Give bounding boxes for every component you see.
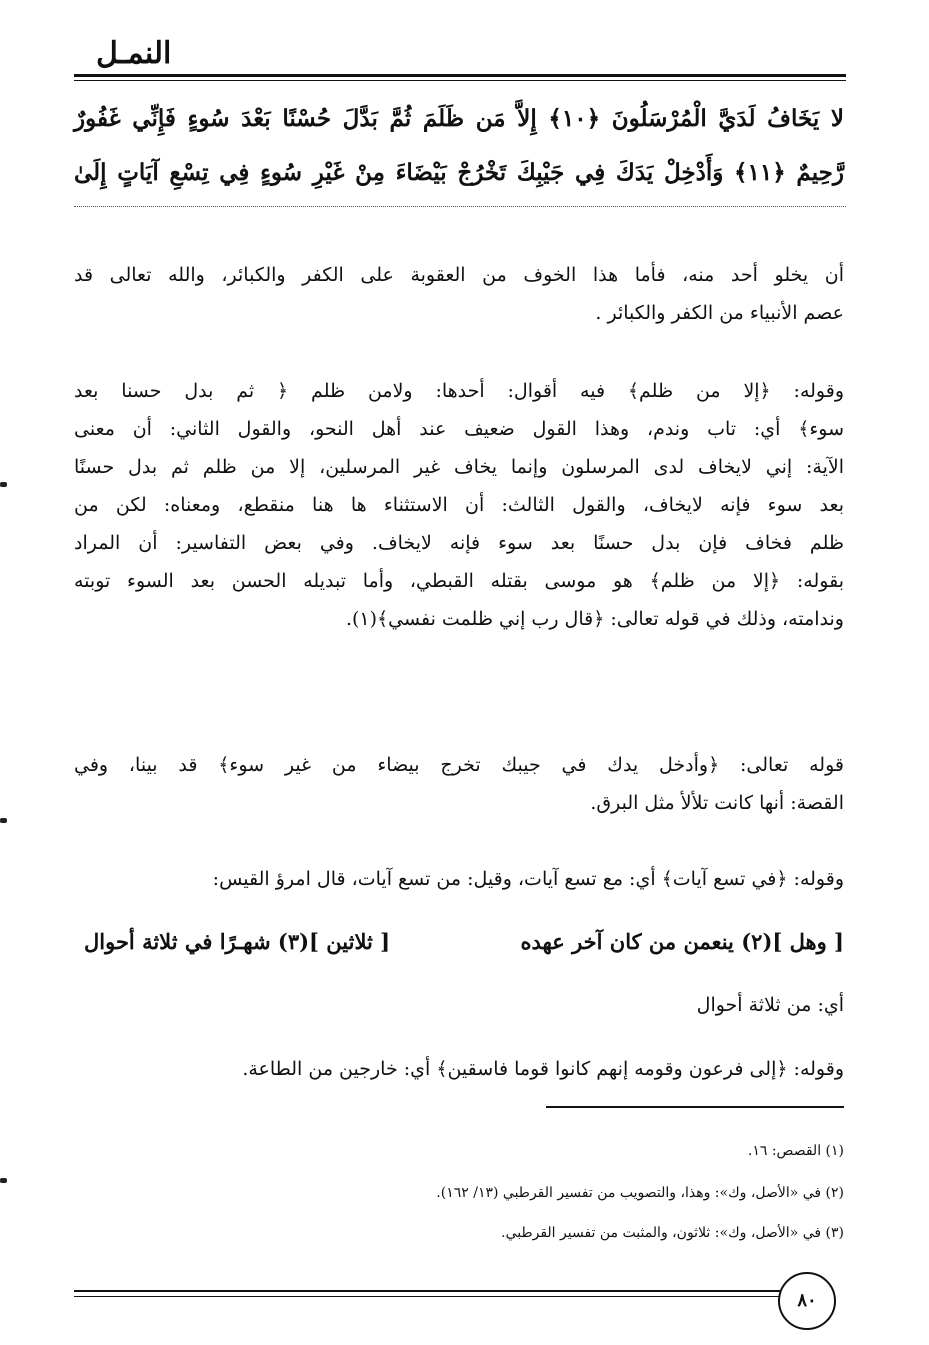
text-line: قوله تعالى: ﴿وأدخل يدك في جيبك تخرج بيضاء من غير سوء﴾ قد بينا، وفي <box>74 754 844 776</box>
text-line: وقوله: ﴿إلا من ظلم﴾ فيه أقوال: أحدها: ولامن ظلم ﴿ ثم بدل حسنا بعد <box>74 380 844 402</box>
poem-verse <box>74 924 844 960</box>
paragraph-4 <box>74 860 844 898</box>
paragraph-2 <box>74 372 844 638</box>
scan-margin-mark <box>0 482 7 487</box>
footnote-rule <box>546 1106 844 1108</box>
scan-margin-mark <box>0 1178 7 1183</box>
header-rule-thin <box>74 80 846 81</box>
text-line: وقوله: ﴿إلى فرعون وقومه إنهم كانوا قوما فاسقين﴾ أي: خارجين من الطاعة. <box>242 1058 844 1080</box>
scan-margin-mark <box>0 818 7 823</box>
verse-separator <box>74 206 846 207</box>
footer-rule-thin <box>74 1296 780 1297</box>
paragraph-6 <box>74 1050 844 1088</box>
surah-header-title: النمـل <box>96 36 172 71</box>
text-line: سوء﴾ أي: تاب وندم، وهذا القول ضعيف عند أهل النحو، والقول الثاني: أن معنى <box>74 418 844 440</box>
footnote-3: (٣) في «الأصل، وك»: ثلاثون، والمثبت من تفسير القرطبي. <box>501 1225 844 1241</box>
text-line: القصة: أنها كانت تلألأ مثل البرق. <box>590 792 844 814</box>
text-line: بعد سوء فإنه لايخاف، والقول الثالث: أن الاستثناء ها هنا منقطع، ومعناه: لكن من <box>74 494 844 516</box>
paragraph-3 <box>74 746 844 822</box>
text-line: ظلم فخاف فإن بدل حسنًا بعد سوء فإنه لايخاف. وفي بعض التفاسير: أن المراد <box>74 532 844 554</box>
text-line: عصم الأنبياء من الكفر والكبائر . <box>595 302 844 324</box>
header-rule-thick <box>74 74 846 77</box>
poem-hemistich-1: [ وهل ](٢) ينعمن من كان آخر عهده <box>520 929 844 954</box>
poem-hemistich-2: [ ثلاثين ](٣) شهـرًا في ثلاثة أحوال <box>84 929 391 954</box>
text-line: بقوله: ﴿إلا من ظلم﴾ هو موسى بقتله القبطي، وأما تبديله الحسن بعد السوء توبته <box>74 570 844 592</box>
quran-verse-line-2: رَّحِيمٌ ﴿١١﴾ وَأَدْخِلْ يَدَكَ فِي جَيْبِكَ تَخْرُجْ بَيْضَاءَ مِنْ غَيْرِ سُوءٍ فِي تِسْعِ آيَاتٍ إِلَىٰ <box>74 159 844 186</box>
quran-verse-line-1: لا يَخَافُ لَدَيَّ الْمُرْسَلُونَ ﴿١٠﴾ إِلاَّ مَن ظَلَمَ ثُمَّ بَدَّلَ حُسْنًا بَعْدَ سُوءٍ فَإِنِّي غَفُورٌ <box>74 105 844 132</box>
text-line: وندامته، وذلك في قوله تعالى: ﴿قال رب إني ظلمت نفسي﴾(١). <box>345 608 844 630</box>
footnote-1: (١) القصص: ١٦. <box>747 1143 844 1159</box>
paragraph-1 <box>74 256 844 332</box>
text-line: أي: من ثلاثة أحوال <box>696 994 844 1016</box>
page-number: ٨٠ <box>778 1272 836 1330</box>
text-line: أن يخلو أحد منه، فأما هذا الخوف من العقوبة على الكفر والكبائر، والله تعالى قد <box>74 264 844 286</box>
text-line: وقوله: ﴿في تسع آيات﴾ أي: مع تسع آيات، وقيل: من تسع آيات، قال امرؤ القيس: <box>212 868 844 890</box>
footer-rule-thick <box>74 1290 780 1292</box>
footnote-2: (٢) في «الأصل، وك»: وهذا، والتصويب من تفسير القرطبي (١٣/ ١٦٢). <box>436 1185 844 1201</box>
text-line: الآية: إني لايخاف لدى المرسلون وإنما يخاف غير المرسلين، إلا من ظلم ثم بدل حسنًا <box>74 456 844 478</box>
paragraph-5 <box>74 986 844 1024</box>
